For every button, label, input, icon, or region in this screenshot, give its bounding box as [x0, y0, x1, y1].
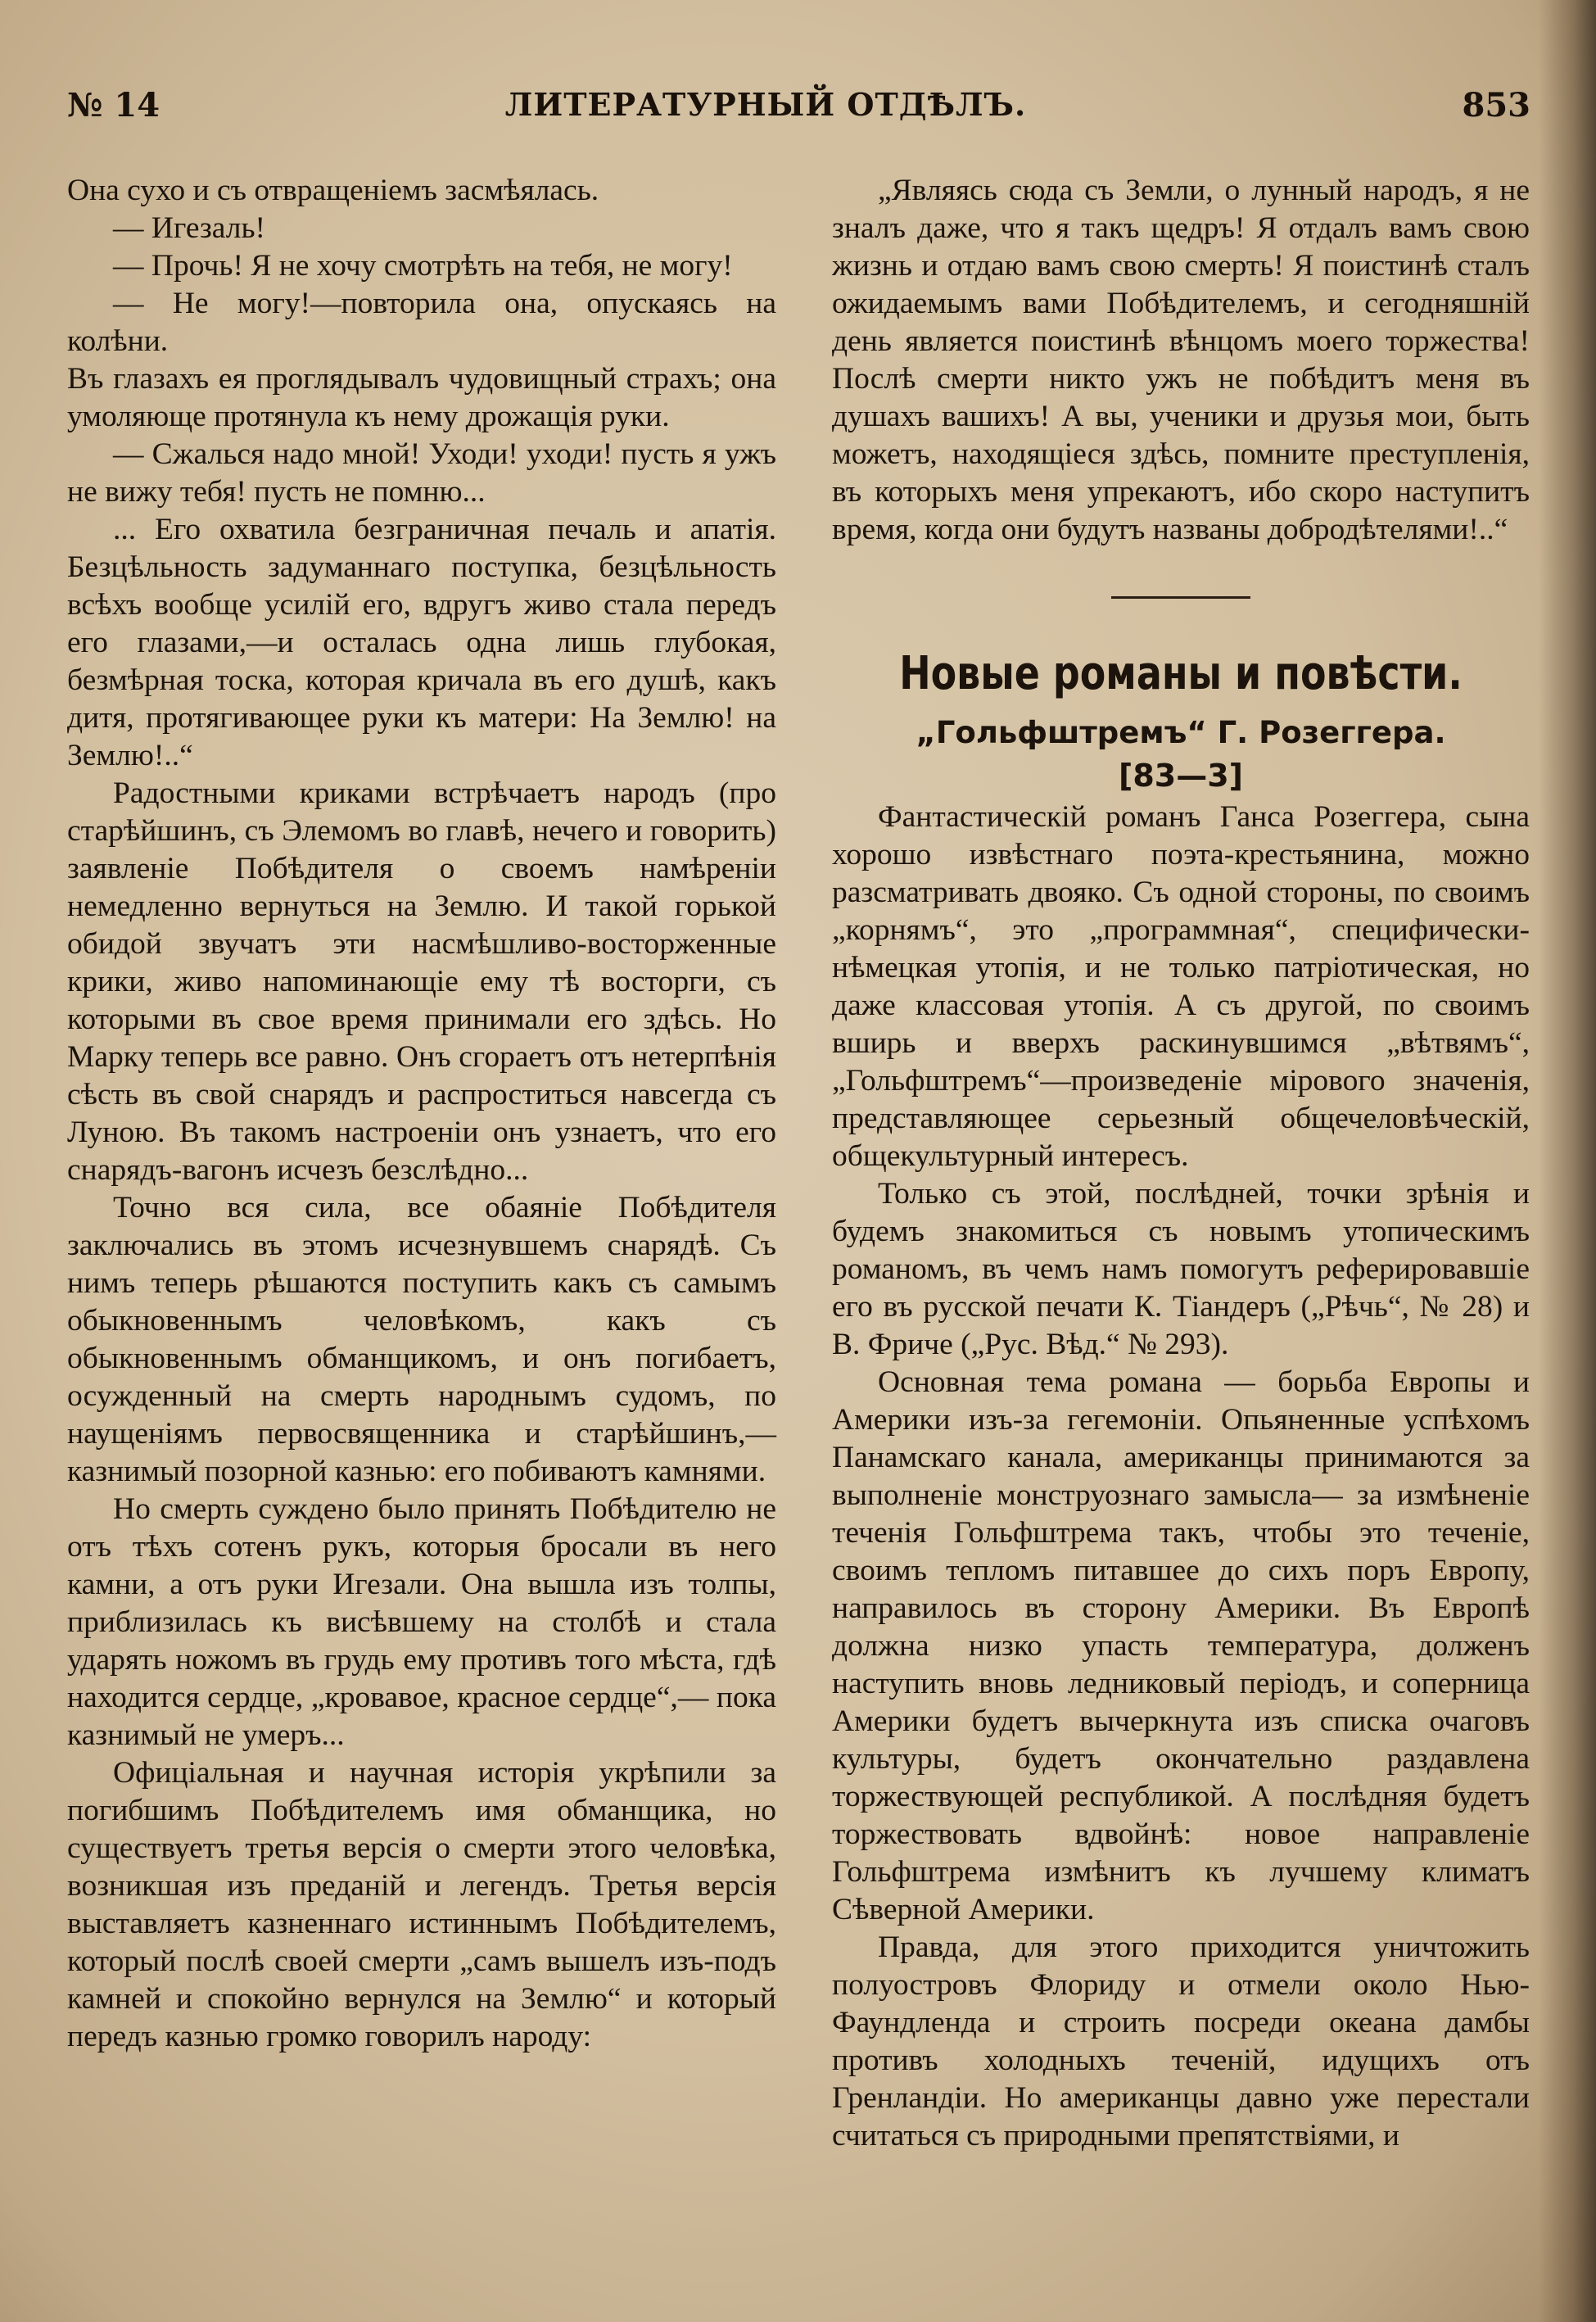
left-column	[67, 172, 776, 2056]
paragraph: Но смерть суждено было принять Побѣдителю не отъ тѣхъ сотенъ рукъ, которыя бросали въ него камни, а отъ руки Игезали. Она вышла изъ толпы, приблизилась къ висѣвшему на столбѣ и стала ударять ножомъ въ грудь ему противъ того мѣста, гдѣ находится сердце, „кровавое, красное сердце“,— пока казнимый не умеръ...	[67, 1492, 776, 1752]
book-code: [83—3]	[1118, 758, 1244, 794]
paragraph: ... Его охватила безграничная печаль и апатія. Безцѣльность задуманнаго поступка, безцѣльность всѣхъ вообще усилій его, вдругъ живо стала передъ его глазами,—и осталась одна лишь глубокая, безмѣрная тоска, которая кричала въ его душѣ, какъ дитя, протягивающее руки къ матери: На Землю! на Землю!..“	[67, 513, 776, 772]
right-column	[832, 172, 1530, 2155]
quote-paragraph: „Являясь сюда съ Земли, о лунный народъ, я не зналъ даже, что я такъ щедръ! Я отдалъ вамъ свою жизнь и отдаю вамъ свою смерть! Я поистинѣ сталъ ожидаемымъ вами Побѣдителемъ, и сегодняшній день является поистинѣ вѣнцомъ моего торжества! Послѣ смерти никто ужъ не побѣдитъ меня въ душахъ вашихъ! А вы, ученики и друзья мои, быть можетъ, находящіеся здѣсь, помните преступленія, въ которыхъ меня упрекаютъ, ибо скоро наступитъ время, когда они будутъ названы добродѣтелями!..“	[832, 174, 1530, 546]
page-number: 853	[1462, 86, 1530, 124]
paragraph: Въ глазахъ ея проглядывалъ чудовищный страхъ; она умоляюще протянула къ нему дрожащія руки.	[67, 362, 776, 433]
paragraph: — Игезаль!	[113, 211, 266, 245]
paragraph: — Не могу!—повторила она, опускаясь на колѣни.	[67, 287, 776, 358]
paragraph: Офиціальная и научная исторія укрѣпили за погибшимъ Побѣдителемъ имя обманщика, но существуетъ третья версія о смерти этого человѣка, возникшая изъ преданій и легендъ. Третья версія выставляетъ казненнаго истиннымъ Побѣдителемъ, который послѣ своей смерти „самъ вышелъ изъ-подъ камней и спокойно вернулся на Землю“ и который передъ казнью громко говорилъ народу:	[67, 1756, 776, 2053]
paragraph: Правда, для этого приходится уничтожить полуостровъ Флориду и отмели около Нью-Фаундленда и строить посреди океана дамбы противъ холодныхъ теченій, идущихъ отъ Гренландіи. Но американцы давно уже перестали считаться съ природными препятствіями, и	[832, 1930, 1530, 2152]
section-divider	[1111, 596, 1250, 599]
section-title: ЛИТЕРАТУРНЫЙ ОТДѢЛЪ.	[504, 86, 1027, 123]
book-title: „Гольфштремъ“ Г. Розеггера.	[916, 715, 1446, 750]
paragraph: Радостными криками встрѣчаетъ народъ (про старѣйшинъ, съ Элемомъ во главѣ, нечего и говорить) заявленіе Побѣдителя о своемъ намѣреніи немедленно вернуться на Землю. И такой горькой обидой звучатъ эти насмѣшливо-восторженные крики, живо напоминающіе ему тѣ восторги, съ которыми въ свое время принимали его здѣсь. Но Марку теперь все равно. Онъ сгораетъ отъ нетерпѣнія сѣсть въ свой снарядъ и распроститься навсегда съ Луною. Въ такомъ настроеніи онъ узнаетъ, что его снарядъ-вагонъ исчезъ безслѣдно...	[67, 776, 776, 1187]
paragraph: Основная тема романа — борьба Европы и Америки изъ-за гегемоніи. Опьяненные успѣхомъ Панамскаго канала, американцы принимаются за выполненіе монструознаго замысла— за измѣненіе теченія Гольфштрема такъ, чтобы это теченіе, своимъ тепломъ питавшее до сихъ поръ Европу, направилось въ сторону Америки. Въ Европѣ должна низко упасть температура, долженъ наступить вновь ледниковый періодъ, и соперница Америки будетъ вычеркнута изъ списка очаговъ культуры, будетъ окончательно раздавлена торжествующей республикой. А послѣдняя будетъ торжествовать вдвойнѣ: новое направленіе Гольфштрема измѣнитъ къ лучшему климатъ Сѣверной Америки.	[832, 1365, 1530, 1926]
section-heading: Новые романы и повѣсти.	[899, 647, 1463, 700]
paragraph: Она сухо и съ отвращеніемъ засмѣялась.	[67, 174, 599, 207]
paragraph: Фантастическій романъ Ганса Розеггера, сына хорошо извѣстнаго поэта-крестьянина, можно разсматривать двояко. Съ одной стороны, по своимъ „корнямъ“, это „программная“, специфически-нѣмецкая утопія, и не только патріотическая, но даже классовая утопія. А съ другой, по своимъ вширь и вверхъ раскинувшимся „вѣтвямъ“, „Гольфштремъ“—произведеніе мірового значенія, представляющее серьезный общечеловѣческій, общекультурный интересъ.	[832, 800, 1530, 1173]
paragraph: Точно вся сила, все обаяніе Побѣдителя заключались въ этомъ исчезнувшемъ снарядѣ. Съ нимъ теперь рѣшаются поступить какъ съ самымъ обыкновеннымъ человѣкомъ, какъ съ обыкновеннымъ обманщикомъ, и онъ погибаетъ, осужденный на смерть народнымъ судомъ, по наущеніямъ первосвященника и старѣйшинъ,— казнимый позорной казнью: его побиваютъ камнями.	[67, 1191, 776, 1488]
issue-number: № 14	[67, 86, 161, 124]
paragraph: Только съ этой, послѣдней, точки зрѣнія и будемъ знакомиться съ новымъ утопическимъ романомъ, въ чемъ намъ помогутъ реферировавшіе его въ русской печати К. Тіандеръ („Рѣчь“, № 28) и В. Фриче („Рус. Вѣд.“ № 293).	[832, 1177, 1530, 1361]
paragraph: — Прочь! Я не хочу смотрѣть на тебя, не могу!	[113, 249, 733, 283]
paragraph: — Сжалься надо мной! Уходи! уходи! пусть я ужъ не вижу тебя! пусть не помню...	[67, 437, 776, 509]
